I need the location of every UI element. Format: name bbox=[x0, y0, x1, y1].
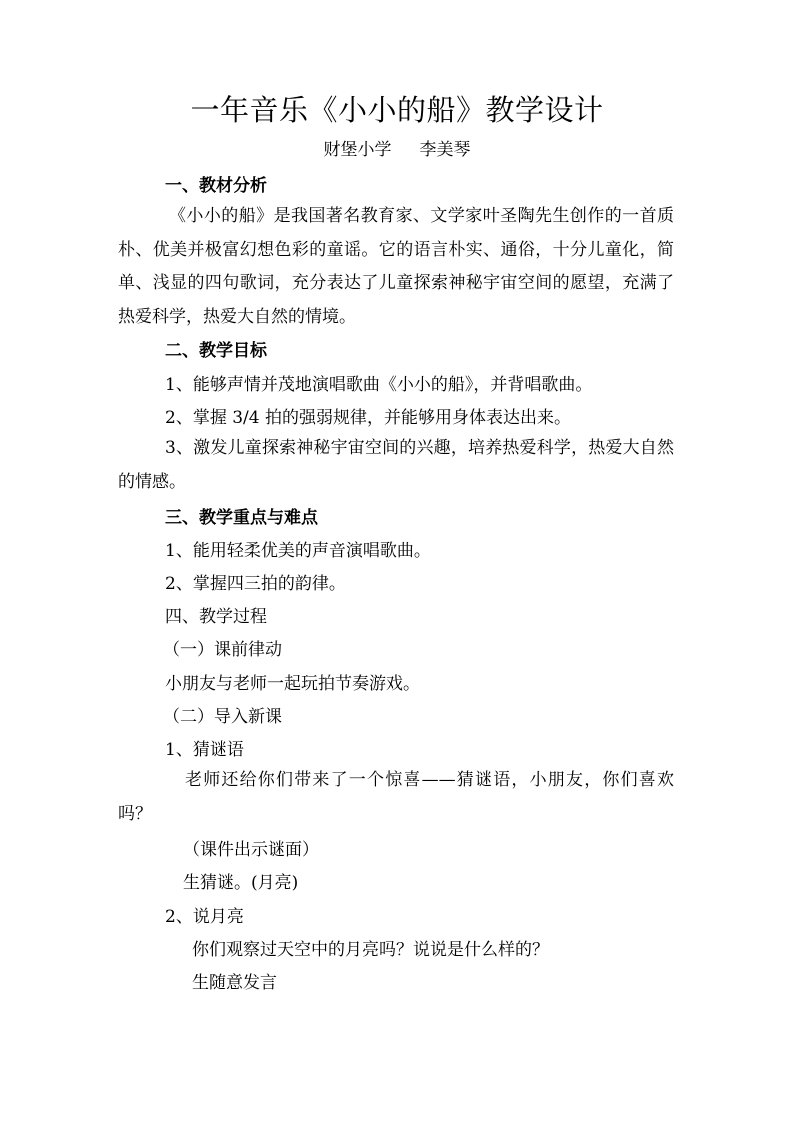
goal-item-1: 1、能够声情并茂地演唱歌曲《小小的船》，并背唱歌曲。 bbox=[165, 375, 593, 395]
goal-item-2: 2、掌握 3/4 拍的强弱规律，并能够用身体表达出来。 bbox=[165, 408, 571, 428]
riddle-answer: 生猜谜。(月亮) bbox=[183, 873, 299, 893]
key-point-item-2: 2、掌握四三拍的韵律。 bbox=[165, 574, 346, 594]
author-line bbox=[0, 137, 794, 163]
textbook-analysis-paragraph: 《小小的船》是我国著名教育家、文学家叶圣陶先生创作的一首质朴、优美并极富幻想色彩的童谣。它的语言朴实、通俗，十分儿童化，简单、浅显的四句歌词，充分表达了儿童探索神秘宇宙空间的愿望，充满了热爱科学，热爱大自然的情境。 bbox=[118, 206, 674, 327]
moon-answer: 生随意发言 bbox=[192, 973, 277, 993]
author-school: 财堡小学 bbox=[323, 140, 392, 160]
document-title: 一年音乐《小小的船》教学设计 bbox=[190, 93, 604, 127]
section-heading-textbook-analysis: 一、教材分析 bbox=[165, 176, 267, 196]
moon-question: 你们观察过天空中的月亮吗？说说是什么样的？ bbox=[192, 940, 549, 960]
step-riddle: 1、猜谜语 bbox=[165, 740, 244, 760]
subheading-pre-class-rhythm: （一）课前律动 bbox=[163, 640, 282, 660]
key-point-item-1: 1、能用轻柔优美的声音演唱歌曲。 bbox=[165, 541, 431, 561]
step-talk-about-moon: 2、说月亮 bbox=[165, 907, 244, 927]
author-name: 李美琴 bbox=[419, 140, 471, 160]
goal-item-3: 3、激发儿童探索神秘宇宙空间的兴趣，培养热爱科学，热爱大自然的情感。 bbox=[118, 438, 674, 492]
section-heading-teaching-process: 四、教学过程 bbox=[165, 607, 267, 627]
section-heading-teaching-goals: 二、教学目标 bbox=[165, 341, 267, 361]
riddle-paragraph: 老师还给你们带来了一个惊喜——猜谜语，小朋友，你们喜欢吗？ bbox=[118, 770, 674, 824]
section-heading-key-points: 三、教学重点与难点 bbox=[165, 508, 318, 528]
subheading-introduce-lesson: （二）导入新课 bbox=[163, 707, 282, 727]
pre-class-rhythm-text: 小朋友与老师一起玩拍节奏游戏。 bbox=[165, 674, 420, 694]
courseware-note: （课件出示谜面） bbox=[183, 840, 319, 860]
